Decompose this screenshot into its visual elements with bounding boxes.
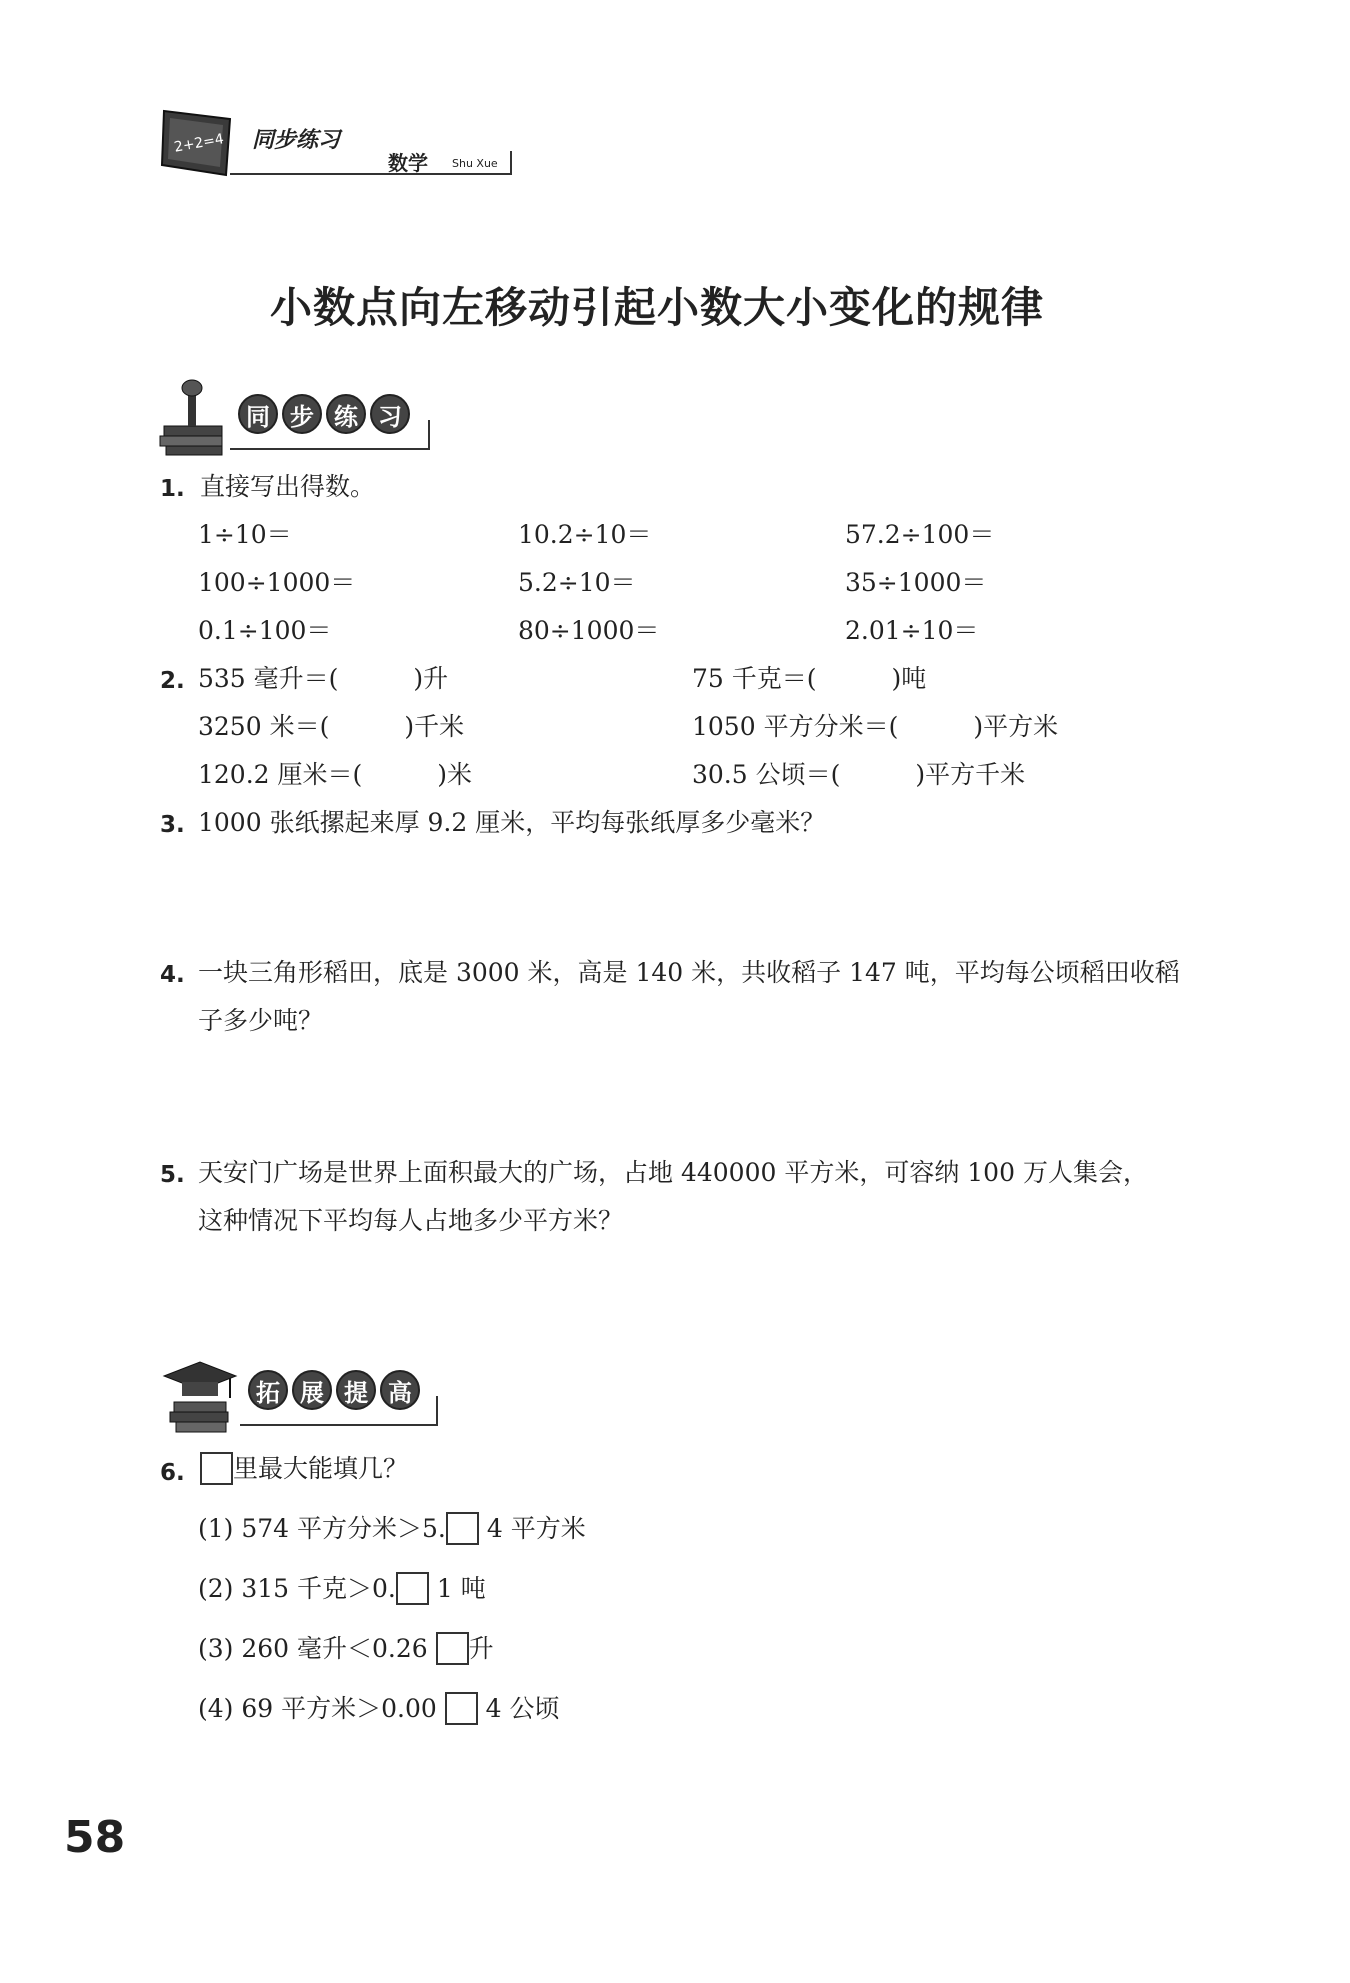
q1-expression: 57.2÷100＝ [845, 520, 995, 549]
q2-conversion: 75 千克＝( )吨 [692, 664, 927, 693]
graduation-cap-books-icon [160, 1358, 240, 1436]
header-subject-pinyin: Shu Xue [452, 157, 498, 170]
q2-conversion: 30.5 公顷＝( )平方千米 [692, 760, 1026, 789]
q4-text-line2: 子多少吨？ [198, 1006, 324, 1035]
section2-rule [240, 1396, 438, 1426]
header-subject: 数学 [388, 151, 428, 175]
page-title: 小数点向左移动引起小数大小变化的规律 [270, 283, 1045, 332]
q6-item [198, 1572, 486, 1605]
q3-number: 3. [160, 812, 185, 838]
section2-char: 展 [292, 1370, 332, 1410]
q2-number: 2. [160, 668, 185, 694]
q1-expression: 35÷1000＝ [845, 568, 987, 597]
books-lamp-icon [158, 378, 230, 458]
q1-expression: 100÷1000＝ [198, 568, 356, 597]
q6-item-unit: 升 [468, 1634, 494, 1663]
q6-prompt [200, 1452, 408, 1485]
q2-conversion: 535 毫升＝( )升 [198, 664, 449, 693]
header-logo [160, 105, 515, 185]
q4-text-line1: 一块三角形稻田，底是 3000 米，高是 140 米，共收稻子 147 吨，平均每公顷稻田收稻 [198, 958, 1180, 987]
q1-number: 1. [160, 476, 185, 502]
q6-text: 里最大能填几？ [233, 1454, 409, 1483]
section1-char: 步 [282, 394, 322, 434]
q6-item [198, 1632, 494, 1665]
section1-char: 习 [370, 394, 410, 434]
q2-conversion: 120.2 厘米＝( )米 [198, 760, 473, 789]
q1-expression: 2.01÷10＝ [845, 616, 979, 645]
q6-item-text: (1) 574 平方分米＞5. [198, 1514, 446, 1543]
page-number: 58 [64, 1812, 126, 1863]
q5-number: 5. [160, 1162, 185, 1188]
board-text: 2+2=4 [172, 131, 226, 156]
blackboard-icon [160, 105, 240, 185]
q6-item-text: (4) 69 平方米＞0.00 [198, 1694, 445, 1723]
q6-item-unit: 4 公顷 [477, 1694, 560, 1723]
q2-conversion: 1050 平方分米＝( )平方米 [692, 712, 1059, 741]
answer-box[interactable] [396, 1572, 429, 1605]
q4-number: 4. [160, 962, 185, 988]
header-rule-end [510, 151, 512, 175]
answer-box[interactable] [445, 1692, 478, 1725]
q6-item-text: (2) 315 千克＞0. [198, 1574, 396, 1603]
q1-expression: 5.2÷10＝ [518, 568, 636, 597]
section1-char: 练 [326, 394, 366, 434]
q6-item-unit: 4 平方米 [478, 1514, 586, 1543]
q1-expression: 1÷10＝ [198, 520, 292, 549]
answer-box[interactable] [446, 1512, 479, 1545]
q6-item [198, 1692, 560, 1725]
section1-char: 同 [238, 394, 278, 434]
section1-rule [230, 420, 430, 450]
q5-text-line1: 天安门广场是世界上面积最大的广场，占地 440000 平方米，可容纳 100 万人集会， [198, 1158, 1148, 1187]
q6-item-unit: 1 吨 [428, 1574, 486, 1603]
section2-char: 提 [336, 1370, 376, 1410]
q1-expression: 10.2÷10＝ [518, 520, 652, 549]
answer-box[interactable] [436, 1632, 469, 1665]
q6-number: 6. [160, 1460, 185, 1486]
section2-char: 拓 [248, 1370, 288, 1410]
q3-text: 1000 张纸摞起来厚 9.2 厘米，平均每张纸厚多少毫米？ [198, 808, 826, 837]
q1-expression: 0.1÷100＝ [198, 616, 332, 645]
q6-item-text: (3) 260 毫升＜0.26 [198, 1634, 436, 1663]
header-rule [230, 173, 512, 175]
header-label: 同步练习 [252, 128, 341, 153]
answer-box[interactable] [200, 1452, 233, 1485]
q6-item [198, 1512, 586, 1545]
q5-text-line2: 这种情况下平均每人占地多少平方米？ [198, 1206, 624, 1235]
q2-conversion: 3250 米＝( )千米 [198, 712, 465, 741]
q1-expression: 80÷1000＝ [518, 616, 660, 645]
section2-char: 高 [380, 1370, 420, 1410]
q1-text: 直接写出得数。 [200, 472, 376, 501]
